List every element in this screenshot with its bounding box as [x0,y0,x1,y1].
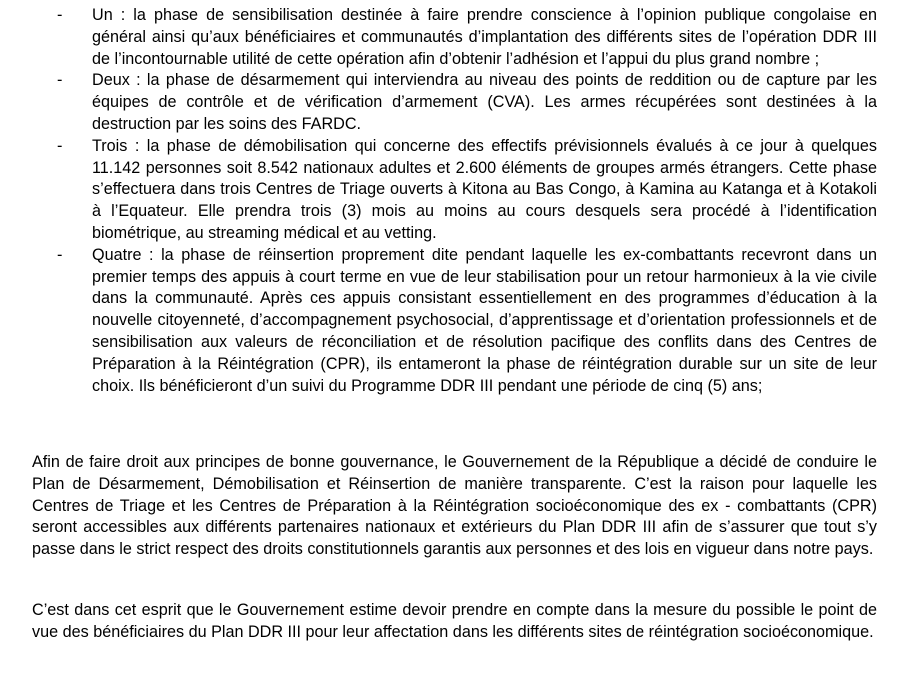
list-item-text: Deux : la phase de désarmement qui interviendra au niveau des points de reddition ou de capture par les équipes de contrôle et de vérification d’armement (CVA). Les armes récupérées sont destinées à la destruction par les soins des FARDC. [92,71,877,133]
paragraph-gouvernance: Afin de faire droit aux principes de bonne gouvernance, le Gouvernement de la République a décidé de conduire le Plan de Désarmement, Démobilisation et Réinsertion de manière transparente. C’est la raison pour laquelle les Centres de Triage et les Centres de Préparation à la Réintégration socioéconomique des ex - combattants (CPR) seront accessibles aux différents partenaires nationaux et extérieurs du Plan DDR III afin de s’assurer que tout s’y passe dans le strict respect des droits constitutionnels garantis aux personnes et des lois en vigueur dans notre pays. [32,453,877,559]
list-item-text: Quatre : la phase de réinsertion proprement dite pendant laquelle les ex-combattants recevront dans un premier temps des appuis à court terme en vue de leur stabilisation pour un retour harmonieux à la vie civile dans la communauté. Après ces appuis consistant essentiellement en des programmes d’éducation à la nouvelle citoyenneté, d’accompagnement psychosocial, d’apprentissage et d’orientation professionnels et de sensibilisation aux valeurs de réconciliation et de résolution pacifique des conflits dans des Centres de Préparation à la Réintégration (CPR), ils entameront la phase de réintégration durable sur un site de leur choix. Ils bénéficieront d’un suivi du Programme DDR III pendant une période de cinq (5) ans; [92,245,877,395]
phase-list [57,5,877,397]
bullet-dash: - [57,245,63,264]
list-item-text: Trois : la phase de démobilisation qui concerne des effectifs prévisionnels évalués à ce jour à quelques 11.142 personnes soit 8.542 nationaux adultes et 2.600 éléments de groupes armés étrangers. Cette phase s’effectuera dans trois Centres de Triage ouverts à Kitona au Bas Congo, à Kamina au Katanga et à Kotakoli à l’Equateur. Elle prendra trois (3) mois au moins au cours desquels sera procédé à l’identification biométrique, au streaming médical et au vetting. [92,136,877,242]
list-item-text: Un : la phase de sensibilisation destinée à faire prendre conscience à l’opinion publique congolaise en général ainsi qu’aux bénéficiaires et communautés d’implantation des différents sites de l’opération DDR III de l’incontournable utilité de cette opération afin d’obtenir l’adhésion et l’appui du plus grand nombre ; [92,6,877,68]
list-item-phase-deux [57,70,877,135]
list-item-phase-trois [57,136,877,245]
bullet-dash: - [57,6,63,24]
paragraph-esprit: C’est dans cet esprit que le Gouvernement estime devoir prendre en compte dans la mesure du possible le point de vue des bénéficiaires du Plan DDR III pour leur affectation dans les différents sites de réintégration socioéconomique. [32,601,877,641]
bullet-dash: - [57,71,63,90]
list-item-phase-un [57,5,877,70]
list-item-phase-quatre [57,245,877,398]
bullet-dash: - [57,136,63,155]
